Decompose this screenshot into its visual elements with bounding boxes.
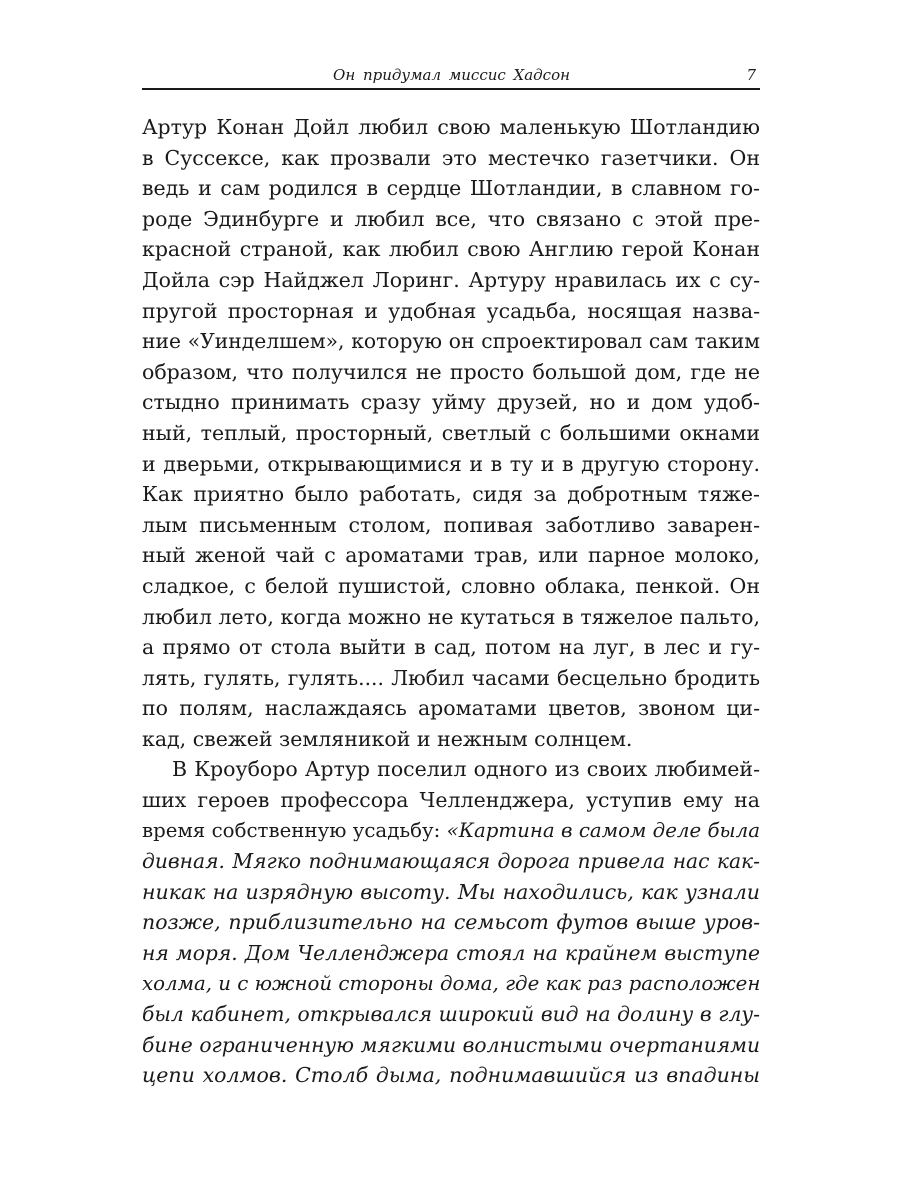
- quote-line: дивная. Мягко поднимающаяся дорога привела нас как-: [142, 849, 760, 874]
- quote-line: холма, и с южной стороны дома, где как раз расположен: [142, 971, 760, 995]
- text-line: кад, свежей земляникой и нежным солнцем.: [142, 726, 633, 751]
- text-line: ших героев профессора Челленджера, уступив ему на: [142, 788, 760, 813]
- page-number: 7: [746, 66, 756, 84]
- text-line: В Кроуборо Артур поселил одного из своих любимей-: [172, 757, 760, 782]
- quote-line: бине ограниченную мягкими волнистыми очертаниями: [142, 1032, 760, 1057]
- text-line: в Суссексе, как прозвали это местечко газетчики. Он: [142, 145, 760, 170]
- text-line: по полям, наслаждаясь ароматами цветов, звоном ци-: [142, 696, 760, 721]
- text-line: а прямо от стола выйти в сад, потом на луг, в лес и гу-: [142, 635, 760, 660]
- text-line: лым письменным столом, попивая заботливо заварен-: [142, 512, 760, 537]
- text-line: роде Эдинбурге и любил все, что связано с этой пре-: [142, 206, 760, 231]
- quote-line: цепи холмов. Столб дыма, поднимавшийся из впадины: [142, 1063, 760, 1088]
- text-line: лять, гулять, гулять.... Любил часами бесцельно бродить: [142, 665, 760, 690]
- text-line: ный, теплый, просторный, светлый с большими окнами: [142, 420, 760, 445]
- text-line: образом, что получился не просто большой дом, где не: [142, 359, 760, 384]
- text-line: Артур Конан Дойл любил свою маленькую Шотландию: [142, 115, 760, 139]
- text-line: любил лето, когда можно не кутаться в тяжелое пальто,: [142, 604, 760, 629]
- running-header: [142, 64, 760, 90]
- text-line: и дверьми, открывающимися и в ту и в другую сторону.: [142, 451, 760, 476]
- text-line: ный женой чай с ароматами трав, или парное молоко,: [142, 543, 760, 568]
- text-line: сладкое, с белой пушистой, словно облака, пенкой. Он: [142, 573, 760, 598]
- quote-line: ня моря. Дом Челленджера стоял на крайнем выступе: [142, 941, 760, 966]
- text-line: красной страной, как любил свою Англию герой Конан: [142, 237, 760, 262]
- text-line: ведь и сам родился в сердце Шотландии, в славном го-: [142, 176, 760, 201]
- running-title: Он придумал миссис Хадсон: [333, 66, 570, 84]
- text-line: Дойла сэр Найджел Лоринг. Артуру нравилась их с су-: [142, 267, 760, 292]
- paragraph-2: [142, 754, 760, 1091]
- body-text: [142, 112, 760, 1091]
- text-line-mixed: [142, 816, 760, 847]
- quote-start: «Картина в самом деле была: [446, 818, 760, 842]
- quote-line: позже, приблизительно на семьсот футов выше уров-: [142, 910, 760, 935]
- quote-line: был кабинет, открывался широкий вид на долину в глу-: [142, 1002, 760, 1027]
- text-roman-part: время собственную усадьбу:: [142, 818, 447, 842]
- paragraph-1: [142, 112, 760, 754]
- text-line: ние «Уинделшем», которую он спроектировал сам таким: [142, 329, 760, 354]
- text-line: пругой просторная и удобная усадьба, носящая назва-: [142, 298, 760, 323]
- text-line: Как приятно было работать, сидя за добротным тяже-: [142, 482, 760, 507]
- quote-line: никак на изрядную высоту. Мы находились, как узнали: [142, 879, 760, 904]
- text-line: стыдно принимать сразу уйму друзей, но и дом удоб-: [142, 390, 760, 415]
